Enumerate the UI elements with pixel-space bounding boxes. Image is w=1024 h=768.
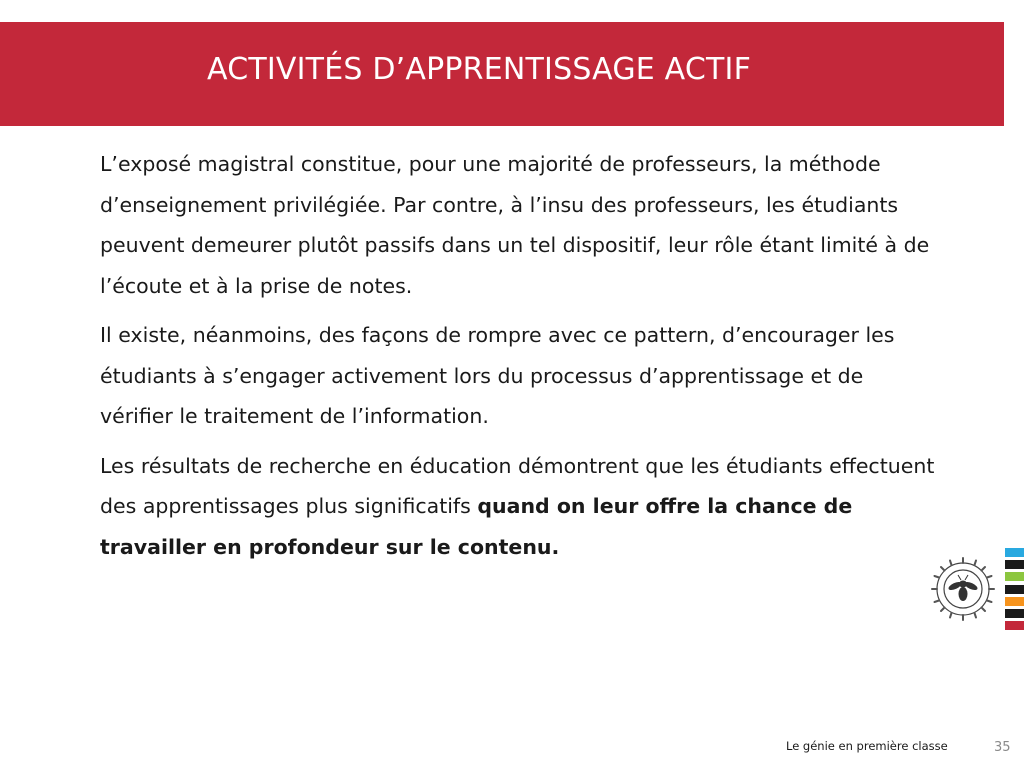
slide-body	[100, 144, 940, 576]
stripe-blue	[1005, 548, 1024, 557]
stripe-red	[1005, 621, 1024, 630]
stripe-green	[1005, 572, 1024, 581]
stripe-black-3	[1005, 609, 1024, 618]
paragraph-1-text: L’exposé magistral constitue, pour une majorité de professeurs, la méthode d’enseignement privilégiée. Par contre, à l’insu des professeurs, les étudiants peuvent demeurer plutôt passifs dans un tel dispositif, leur rôle étant limité à de l’écoute et à la prise de notes.	[100, 152, 930, 298]
paragraph-3	[100, 446, 940, 568]
paragraph-2-text: Il existe, néanmoins, des façons de rompre avec ce pattern, d’encourager les étudiants à s’engager activement lors du processus d’apprentissage et de vérifier le traitement de l’information.	[100, 323, 895, 428]
color-stripes	[1005, 548, 1024, 632]
page-number: 35	[994, 740, 1011, 755]
paragraph-1	[100, 144, 940, 306]
slide-title: ACTIVITÉS D’APPRENTISSAGE ACTIF	[207, 52, 752, 87]
paragraph-3-emphasis: quand on leur offre la chance de travailler en profondeur sur le contenu.	[100, 494, 853, 559]
paragraph-3-text: Les résultats de recherche en éducation démontrent que les étudiants effectuent des apprentissages plus significatifs	[100, 453, 935, 518]
footer-tagline: Le génie en première classe	[786, 739, 948, 753]
school-seal-icon	[930, 556, 996, 622]
stripe-black-1	[1005, 560, 1024, 569]
stripe-orange	[1005, 597, 1024, 606]
paragraph-2	[100, 315, 940, 437]
stripe-black-2	[1005, 585, 1024, 594]
